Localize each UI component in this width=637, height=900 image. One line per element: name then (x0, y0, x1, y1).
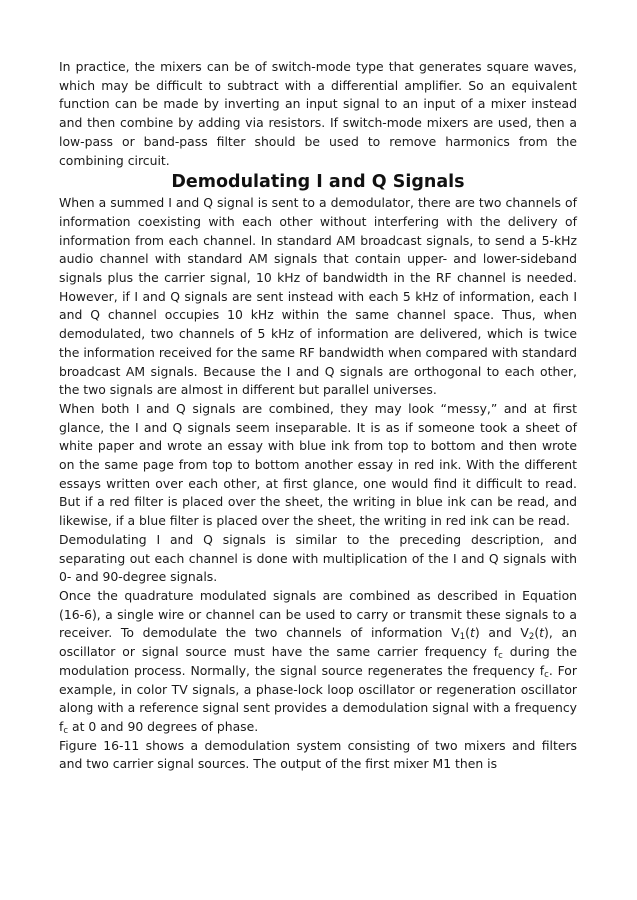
fc-subscript: c (544, 669, 549, 680)
document-page (59, 58, 577, 774)
paragraph-4-text: and V (479, 625, 529, 641)
v2-subscript: 2 (528, 632, 535, 643)
v1-arg-close: ) (474, 625, 480, 641)
intro-paragraph: In practice, the mixers can be of switch-mode type that generates square waves, which may be difficult to subtract with a differential amplifier. So an equivalent function can be made by inverting an input signal to an input of a mixer instead and then combine by adding via resistors. If switch-mode mixers are used, then a low-pass or band-pass filter should be used to remove harmonics from the combining circuit. (59, 59, 577, 168)
paragraph-4-text: during the modulation process. Normally, the signal source regenerates the frequency f (59, 644, 577, 678)
paragraph-4-text: Once the quadrature modulated signals are combined as described in Equation (16-6), a single wire or channel can be used to carry or transmit these signals to a receiver. To demodulate the two channels of information V (59, 587, 577, 641)
paragraph-4-text: , an oscillator or signal source must have the same carrier frequency f (59, 625, 577, 660)
v2-arg-close: ) (544, 625, 549, 641)
paragraph-1: When a summed I and Q signal is sent to a demodulator, there are two channels of information coexisting with each other without interfering with the delivery of information from each channel. In standard AM broadcast signals, to send a 5-kHz audio channel with standard AM signals that contain upper- and lower-sideband signals plus the carrier signal, 10 kHz of bandwidth in the RF channel is needed. However, if I and Q signals are sent instead with each 5 kHz of information, each I and Q channel occupies 10 kHz within the same channel space. Thus, when demodulated, two channels of 5 kHz of information are delivered, which is twice the information received for the same RF bandwidth when compared with standard broadcast AM signals. Because the I and Q signals are orthogonal to each other, the two signals are almost in different but parallel universes. (59, 195, 577, 398)
paragraph-4-text: . For example, in color TV signals, a phase-lock loop oscillator or regeneration oscillator along with a reference signal sent provides a demodulation signal with a frequency f (59, 662, 577, 734)
paragraph-2: When both I and Q signals are combined, they may look “messy,” and at first glance, the I and Q signals seem inseparable. It is as if someone took a sheet of white paper and wrote an essay with blue ink from top to bottom and then wrote on the same page from top to bottom another essay in red ink. With the different essays written over each other, at first glance, one would find it difficult to read. But if a red filter is placed over the sheet, the writing in blue ink can be read, and likewise, if a blue filter is placed over the sheet, the writing in red ink can be read. (59, 400, 577, 529)
paragraph-5: Figure 16-11 shows a demodulation system consisting of two mixers and filters and two carrier signal sources. The output of the first mixer M1 then is (59, 737, 577, 772)
fc-subscript: c (63, 725, 69, 736)
fc-subscript: c (498, 651, 503, 662)
paragraph-4 (59, 587, 577, 737)
v1-arg-open: ( (465, 625, 470, 641)
v2-time-variable: t (539, 625, 545, 641)
v1-subscript: 1 (459, 632, 466, 643)
paragraph-3: Demodulating I and Q signals is similar to the preceding description, and separating out each channel is done with multiplication of the I and Q signals with 0- and 90-degree signals. (59, 531, 577, 585)
v2-arg-open: ( (534, 625, 540, 641)
paragraph-4-text: at 0 and 90 degrees of phase. (68, 718, 259, 734)
section-heading: Demodulating I and Q Signals (171, 172, 465, 193)
v1-time-variable: t (469, 625, 475, 641)
